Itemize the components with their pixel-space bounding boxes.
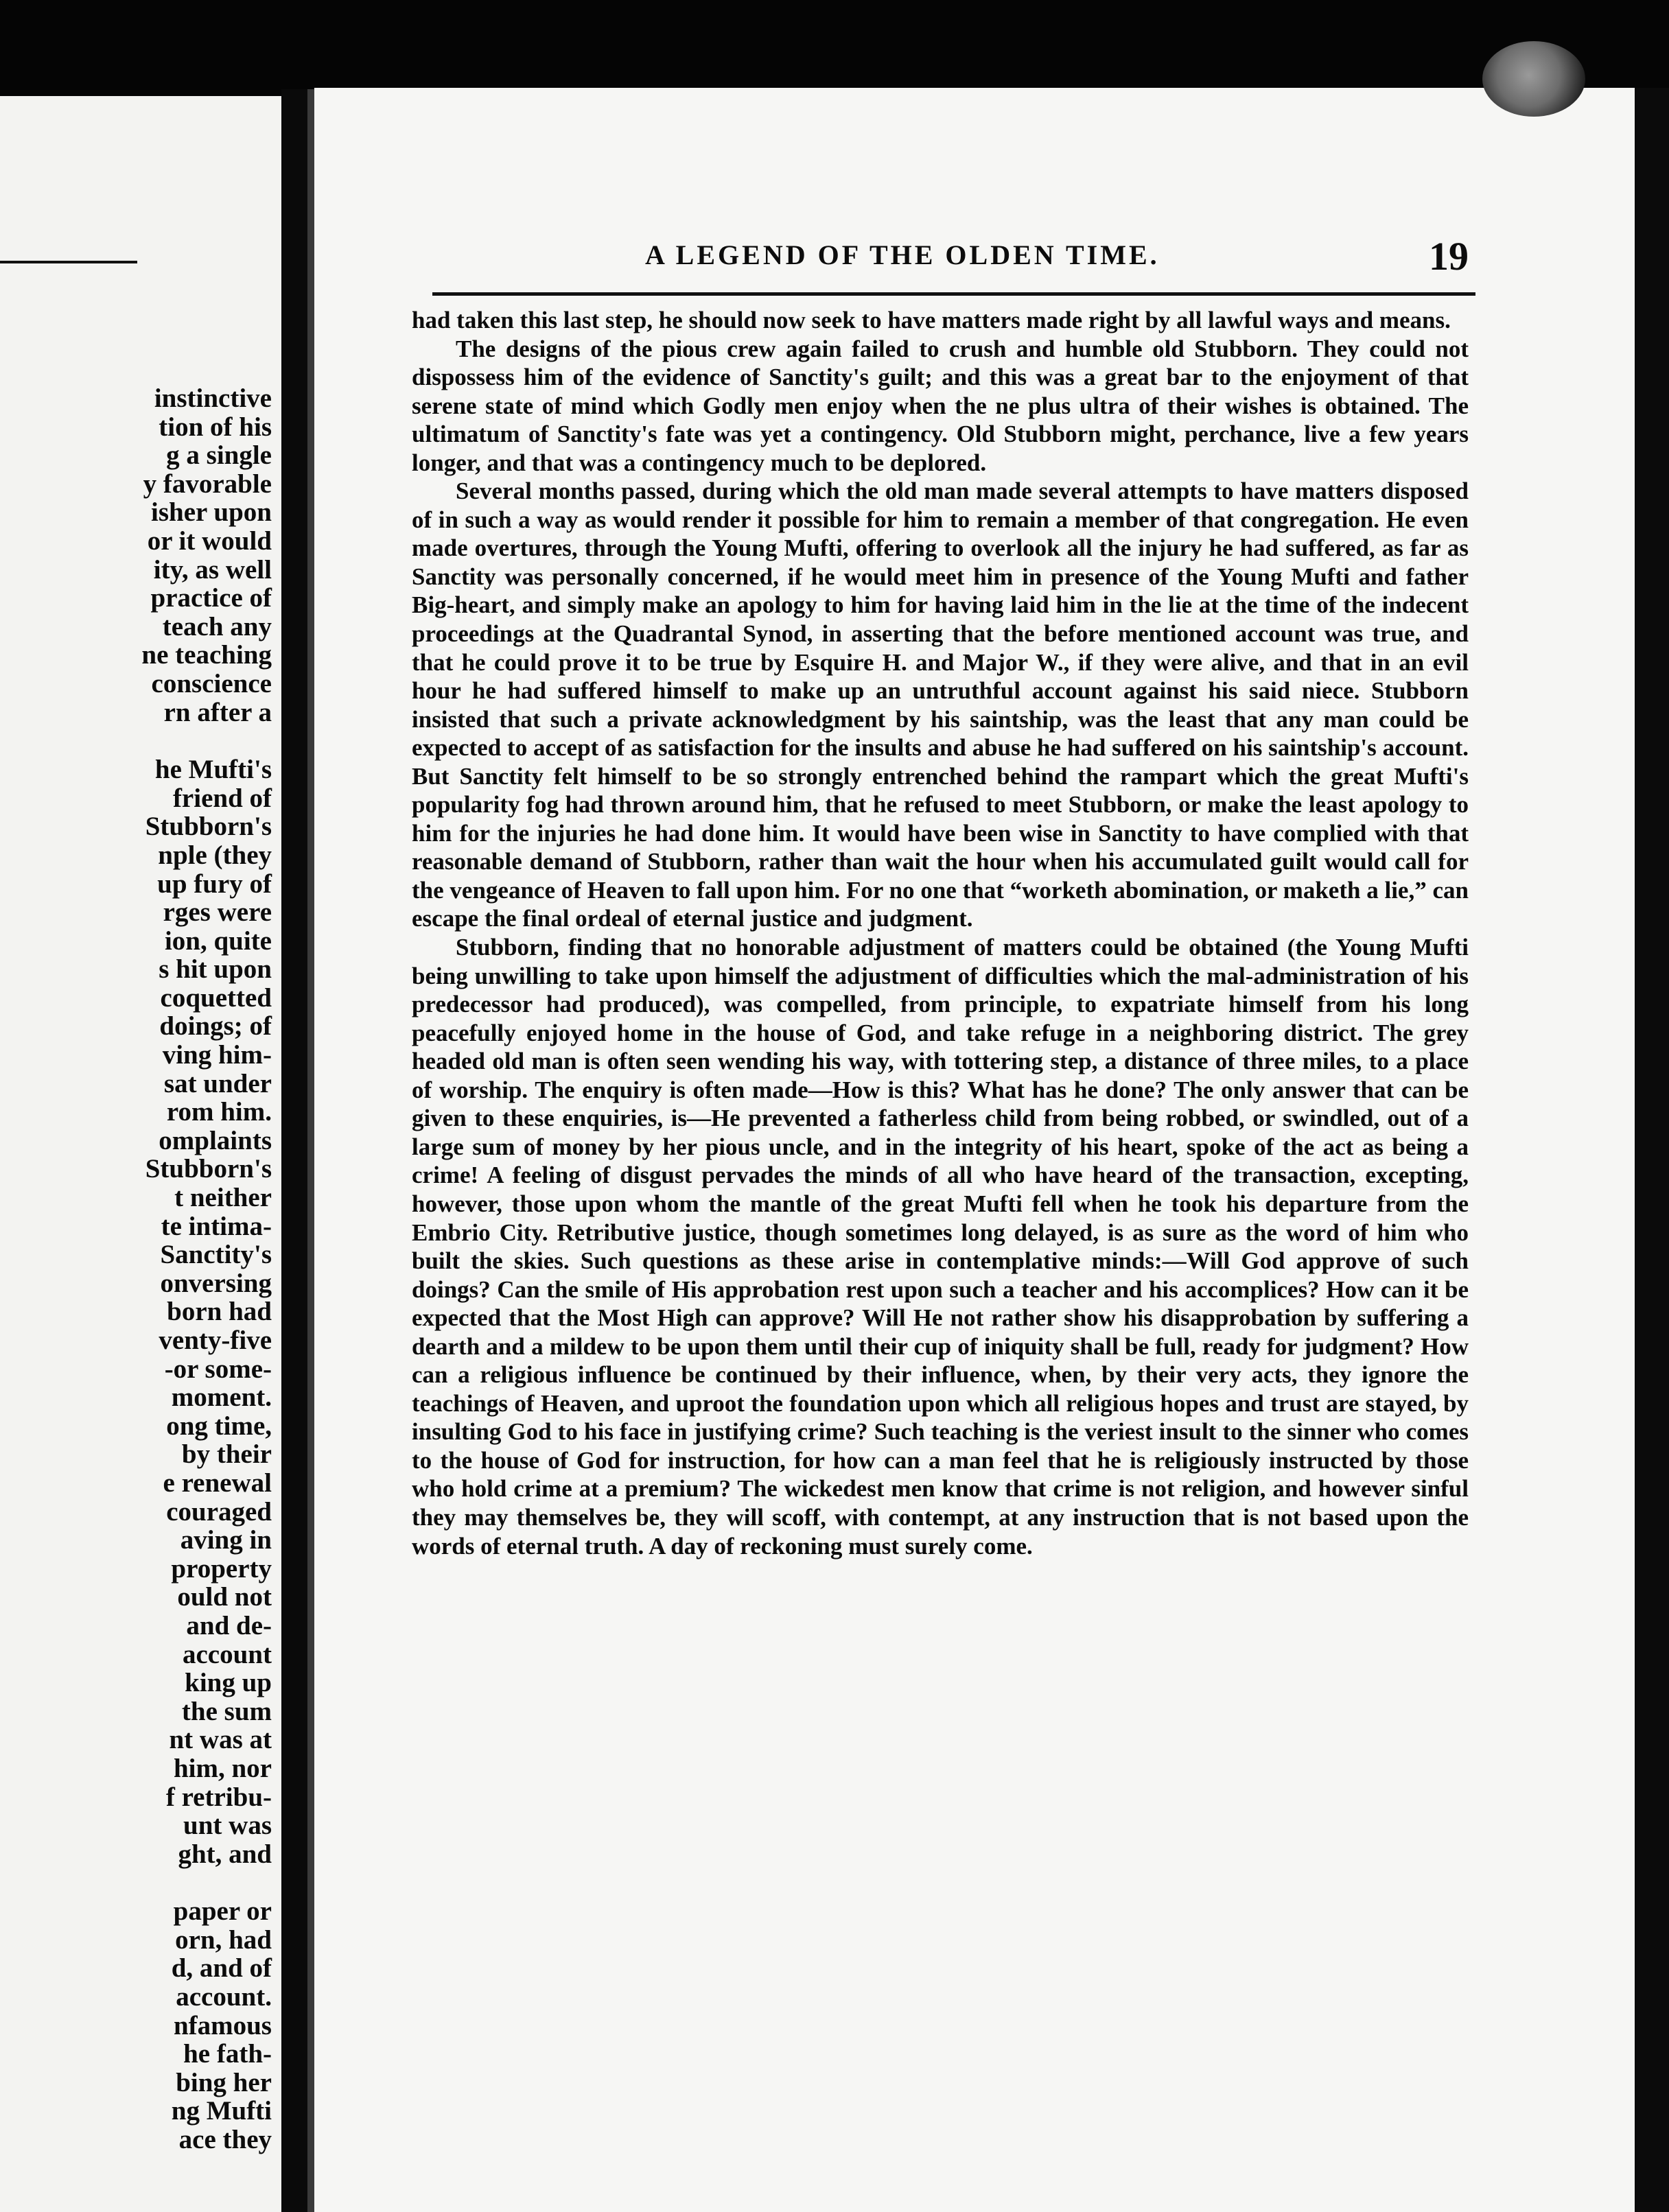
facing-page-line: ace they [178,2125,272,2155]
binding-gutter [281,89,307,2212]
facing-page-line: onversing [160,1268,272,1298]
facing-page-line: teach any [162,611,272,642]
facing-page-line: ving him- [162,1040,272,1070]
facing-page-line: by their [181,1439,272,1470]
facing-page-line: coquetted [160,983,272,1013]
facing-page-paragraph-gap [25,727,272,755]
facing-page-line: orn, had [175,1925,272,1955]
facing-page-line: omplaints [159,1125,272,1155]
facing-page-line: e renewal [163,1468,272,1498]
facing-page-line: s hit upon [159,954,272,985]
facing-page-paragraph-gap [25,1868,272,1897]
facing-page-line: t neither [174,1183,272,1213]
facing-page-line: aving in [180,1525,272,1555]
facing-page-line: the sum [181,1696,272,1726]
facing-page-line: and de- [186,1610,272,1640]
facing-page-line: g a single [166,440,272,471]
page-damage-blot [1482,41,1585,117]
facing-page-line: y favorable [143,469,272,499]
facing-page-line: Sanctity's [160,1240,272,1270]
facing-page-line: te intima- [161,1211,272,1241]
facing-page-line: born had [167,1297,272,1327]
paragraph: Stubborn, finding that no honorable adjustment of matters could be obtained (the Young Mufti being unwilling to take upon himself the adjustment of difficulties which the mal-administration of his predecessor had produced), was compelled, from principle, to expatriate himself from his long peacefully enjoyed home in the house of God, and take refuge in a neighboring district. The grey headed old man is often seen wending his way, with tottering step, a distance of three miles, to a place of worship. The enquiry is often made—How is this? What has he done? The only answer that can be given to these enquiries, is—He prevented a fatherless child from being robbed, or swindled, out of a large sum of money by her pious uncle, and in the integrity of his heart, spoke of the act as being a crime! A feeling of disgust pervades the minds of all who have heard of the transaction, excepting, however, those upon whom the mantle of the great Mufti fell when he took his departure from the Embrio City. Retributive justice, though sometimes long delayed, is as sure as the word of him who built the skies. Such questions as these arise in contemplative minds:—Will God approve of such doings? Can the smile of His approbation rest upon such a teacher and his accomplices? How can it be expected that the Most High can approve? Will He not rather show his disapprobation by suffering a dearth and a mildew to be upon them until their cup of iniquity shall be full, ready for judgment? How can a religious influence be continued by their influence, when, by their very acts, they ignore the teachings of Heaven, and uproot the foundation upon which all religious hopes and trust are stayed, by insulting God to his face in justifying crime? Such teaching is the veriest insult to the sinner who comes to the house of God for instruction, for how can a man feel that he is religiously instructed by those who hold crime at a premium? The wickedest men know that crime is not religion, and however sinful they may themselves be, they will scoff, with contempt, at any instruction that is not based upon the words of eternal truth. A day of reckoning must surely come. [412,934,1469,1560]
facing-page-line: rges were [163,897,272,928]
facing-page-line: account [183,1639,272,1669]
facing-page-line: Stubborn's [145,1154,272,1184]
facing-page-fragment [0,96,281,2212]
facing-page-line: instinctive [154,384,272,413]
facing-page-line: up fury of [157,869,272,899]
paragraph-continuation: had taken this last step, he should now seek to have matters made right by all lawful ways and means. [412,307,1451,333]
gutter-shadow [307,89,314,2212]
facing-page-line: moment. [171,1382,272,1413]
facing-page-line: sat under [163,1068,272,1098]
facing-page-line: -or some- [164,1354,272,1384]
facing-page-line: ion, quite [164,926,272,956]
facing-page-line: friend of [172,783,272,813]
page-edge-shadow [1635,88,1669,2212]
facing-page-line: unt was [183,1811,272,1841]
facing-page-line: nple (they [158,840,272,870]
facing-page-line: conscience [151,668,272,698]
facing-page-text [25,384,272,2154]
facing-page-line: ould not [177,1582,272,1612]
facing-page-line: d, and of [171,1953,272,1984]
facing-page-line: account. [176,1982,272,2012]
facing-page-line: or it would [147,526,272,556]
body-text [412,306,1469,1560]
facing-page-line: ne teaching [141,640,272,670]
facing-page-line: rom him. [166,1097,272,1127]
facing-page-line: ong time, [166,1411,272,1441]
facing-page-line: practice of [150,583,272,613]
facing-page-line: him, nor [173,1753,272,1783]
page-number: 19 [1429,234,1469,279]
paragraph: Several months passed, during which the old man made several attempts to have matters disposed of in such a way as would render it possible for him to remain a member of that congregation. He even made overtures, through the Young Mufti, offering to overlook all the injury he had suffered, as far as Sanctity was personally concerned, if he would meet him in presence of the Young Mufti and father Big-heart, and simply make an apology to him for having laid him in the lie at the time of the indecent proceedings at the Quadrantal Synod, in asserting that the before mentioned account was true, and that he could prove it to be true by Esquire H. and Major W., if they were alive, and that in an evil hour he had suffered himself to make up an untruthful account against his said niece. Stubborn insisted that such a private acknowledgment by his saintship, was the least that any man could be expected to accept of as satisfaction for the insults and abuse he had suffered on his saintship's account. But Sanctity felt himself to be so strongly entrenched behind the rampart which the great Mufti's popularity fog had thrown around him, that he refused to meet Stubborn, or make the least apology to him for the injuries he had done him. It would have been wise in Sanctity to have complied with that reasonable demand of Stubborn, rather than wait the hour when his accumulated guilt would call for the vengeance of Heaven to fall upon him. For no one that “worketh abomination, or maketh a lie,” can escape the final ordeal of eternal justice and judgment. [412,478,1469,932]
facing-page-line: ght, and [178,1839,272,1869]
facing-page-line: property [171,1553,272,1584]
facing-page-line: bing her [176,2067,272,2097]
facing-page-line: doings; of [159,1011,272,1042]
facing-page-line: ng Mufti [171,2096,272,2126]
facing-page-line: paper or [173,1896,272,1927]
header-rule [432,292,1475,296]
facing-page-line: venty-five [159,1326,272,1355]
facing-page-line: nt was at [169,1725,272,1755]
facing-page-line: f retribu- [165,1782,272,1812]
facing-page-header-rule [0,261,137,263]
facing-page-line: isher upon [151,497,272,528]
facing-page-line: he Mufti's [154,755,272,785]
paragraph: The designs of the pious crew again failed to crush and humble old Stubborn. They could not dispossess him of the evidence of Sanctity's guilt; and this was a great bar to the enjoyment of that serene state of mind which Godly men enjoy when the ne plus ultra of their wishes is obtained. The ultimatum of Sanctity's fate was yet a contingency. Old Stubborn might, perchance, live a few years longer, and that was a contingency much to be deplored. [412,335,1469,476]
facing-page-line: nfamous [173,2010,272,2040]
facing-page-line: Stubborn's [145,812,272,842]
facing-page-line: ity, as well [153,554,272,585]
running-head: A LEGEND OF THE OLDEN TIME. [645,239,1160,270]
facing-page-line: rn after a [163,697,272,727]
facing-page-line: king up [185,1668,272,1698]
facing-page-line: tion of his [159,412,272,442]
facing-page-line: couraged [166,1496,272,1527]
facing-page-line: he fath- [183,2039,272,2069]
